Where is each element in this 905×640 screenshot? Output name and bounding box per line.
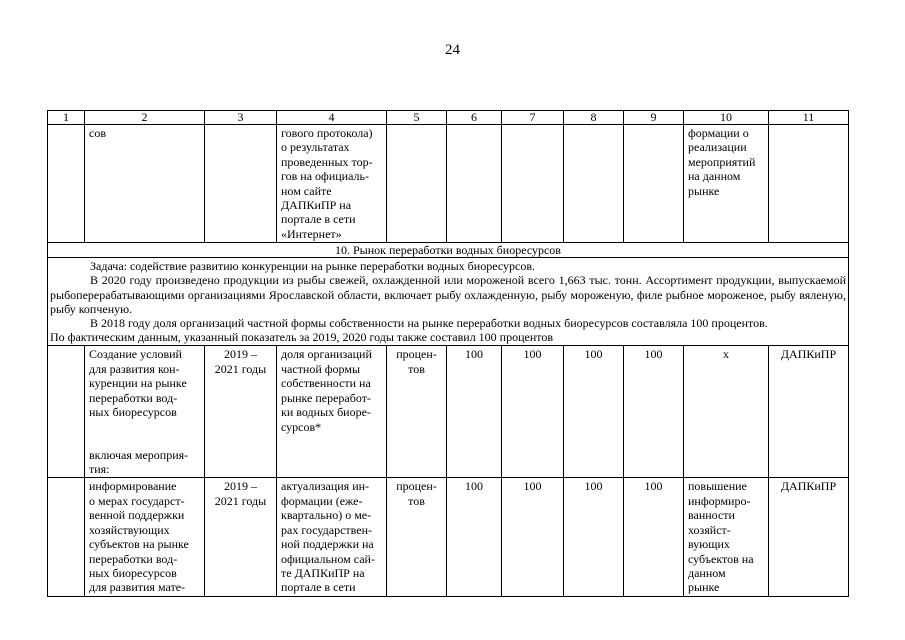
measure-name-cell: сов — [85, 125, 205, 243]
table-cell — [387, 125, 447, 243]
task-description-row — [48, 258, 849, 346]
measure-name-cell: информирование о мерах государст- венной поддержки хозяйствующих субъектов на рынке переработки вод- ных биоресурсов для развития мате- — [85, 478, 205, 596]
value-cell: 100 — [624, 478, 684, 596]
value-cell: 100 — [624, 346, 684, 478]
table-row-measure — [48, 478, 849, 596]
table-cell — [624, 125, 684, 243]
task-paragraph: Задача: содействие развитию конкуренции на рынке переработки водных биоресурсов. — [90, 259, 535, 274]
task-description — [48, 258, 849, 346]
value-cell: 100 — [564, 478, 624, 596]
result-cell: повышение информиро- ванности хозяйст- вующих субъектов на данном рынке — [684, 478, 769, 596]
period-cell: 2019 – 2021 годы — [205, 346, 277, 478]
indicator-cell: доля организаций частной формы собственности на рынке переработ- ки водных биоре- сурсов* — [277, 346, 387, 478]
table-cell — [564, 125, 624, 243]
value-cell: 100 — [447, 346, 502, 478]
table-cell — [447, 125, 502, 243]
result-cell: формации о реализации мероприятий на данном рынке — [684, 125, 769, 243]
column-number-row — [48, 111, 849, 125]
section-title: 10. Рынок переработки водных биоресурсов — [48, 243, 849, 258]
responsible-cell: ДАПКиПР — [769, 478, 849, 596]
column-number: 11 — [769, 111, 849, 125]
indicator-cell: актуализация ин- формации (еже- квартально) о ме- рах государствен- ной поддержки на официальном сай- те ДАПКиПР на портале в сети — [277, 478, 387, 596]
measure-subtitle: включая мероприя- тия: — [89, 447, 189, 476]
value-cell: 100 — [502, 346, 564, 478]
column-number: 8 — [564, 111, 624, 125]
result-cell: х — [684, 346, 769, 478]
table-cell — [48, 478, 85, 596]
page-number: 24 — [445, 42, 460, 58]
column-number: 6 — [447, 111, 502, 125]
measure-name-cell — [85, 346, 205, 478]
responsible-cell: ДАПКиПР — [769, 346, 849, 478]
measures-table — [47, 110, 849, 597]
table-cell — [205, 125, 277, 243]
value-cell: 100 — [564, 346, 624, 478]
column-number: 1 — [48, 111, 85, 125]
period-cell: 2019 – 2021 годы — [205, 478, 277, 596]
value-cell: 100 — [447, 478, 502, 596]
task-paragraph: В 2020 году произведено продукции из рыбы свежей, охлажденной или мороженой всего 1,663 тыс. тонн. Ассортимент продукции, выпускаемой рыбоперерабатывающими организациями Ярославской области, включает рыбу охлажденную, рыбу мороженую, филе рыбное мороженое, рыбу вяленую, рыбу копченую. — [50, 273, 846, 316]
task-paragraph: В 2018 году доля организаций частной формы собственности на рынке переработки водных биоресурсов составляла 100 процентов. — [90, 316, 768, 331]
value-cell: 100 — [502, 478, 564, 596]
indicator-cell: гового протокола) о результатах проведенных тор- гов на официаль- ном сайте ДАПКиПР на портале в сети «Интернет» — [277, 125, 387, 243]
unit-cell: процен- тов — [387, 346, 447, 478]
table-cell — [502, 125, 564, 243]
column-number: 3 — [205, 111, 277, 125]
unit-cell: процен- тов — [387, 478, 447, 596]
column-number: 5 — [387, 111, 447, 125]
column-number: 10 — [684, 111, 769, 125]
measure-name: Создание условий для развития кон- куренции на рынке переработки вод- ных биоресурсов — [89, 347, 187, 420]
table-row-measure — [48, 346, 849, 478]
table-cell — [48, 125, 85, 243]
column-number: 4 — [277, 111, 387, 125]
task-paragraph: По фактическим данным, указанный показатель за 2019, 2020 годы также составил 100 процентов — [50, 330, 554, 345]
column-number: 2 — [85, 111, 205, 125]
column-number: 9 — [624, 111, 684, 125]
table-cell — [48, 346, 85, 478]
column-number: 7 — [502, 111, 564, 125]
section-title-row — [48, 243, 849, 258]
table-row-continuation — [48, 125, 849, 243]
table-cell — [769, 125, 849, 243]
